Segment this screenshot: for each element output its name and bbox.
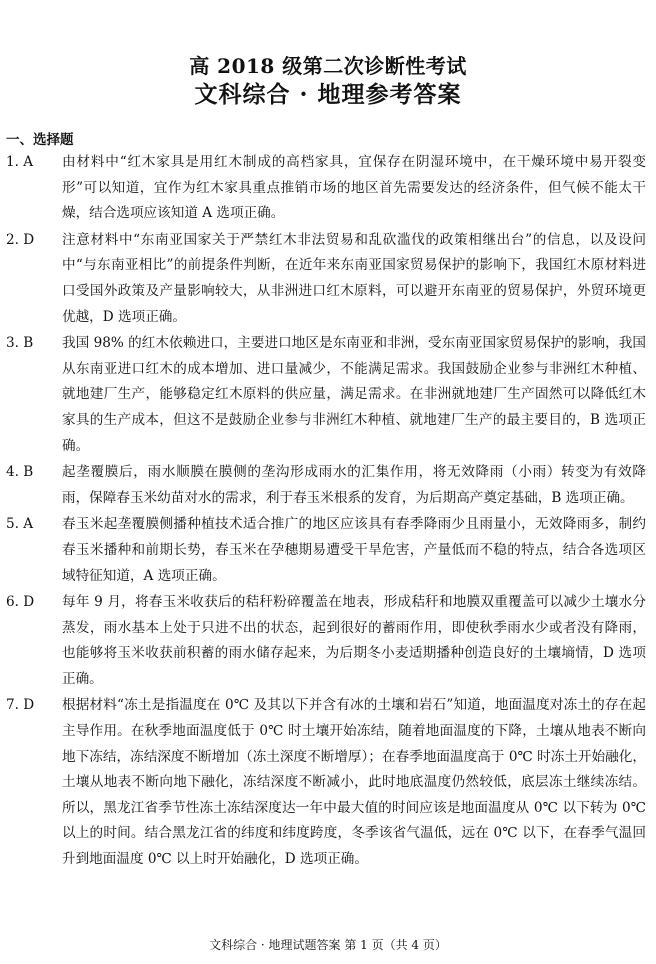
answer-key-title: 文科综合 · 地理参考答案 — [194, 81, 462, 108]
question-item-7 — [6, 693, 646, 872]
question-list — [6, 150, 646, 873]
question-explanation: 由材料中“红木家具是用红木制成的高档家具，宜保存在阴湿环境中，在干燥环境中易开裂变形”可以知道，宜作为红木家具重点推销市场的地区首先需要发达的经济条件，但气候不能太干燥，结合选项应该知道 A 选项正确。 — [62, 154, 646, 222]
question-item-1 — [6, 150, 646, 227]
page-footer: 文科综合 · 地理试题答案 第 1 页（共 4 页） — [209, 938, 447, 952]
question-explanation: 起垄覆膜后，雨水顺膜在膜侧的垄沟形成雨水的汇集作用，将无效降雨（小雨）转变为有效降雨，保障春玉米幼苗对水的需求，利于春玉米根系的发育，为后期高产奠定基础，B 选项正确。 — [62, 464, 646, 506]
exam-title: 高 2018 级第二次诊断性考试 — [189, 54, 467, 78]
question-number: 3. B — [6, 335, 34, 352]
question-explanation: 春玉米起垄覆膜侧播种植技术适合推广的地区应该具有春季降雨少且雨量小，无效降雨多，制约春玉米播种和前期长势，春玉米在孕穗期易遭受干旱危害，产量低而不稳的特点，结合各选项区域特征知道，A 选项正确。 — [62, 516, 646, 584]
question-item-3 — [6, 331, 646, 459]
question-number: 4. B — [6, 464, 34, 481]
question-number: 6. D — [6, 594, 35, 611]
question-explanation: 注意材料中“东南亚国家关于严禁红木非法贸易和乱砍滥伐的政策相继出台”的信息，以及设问中“与东南亚相比”的前提条件判断，在近年来东南亚国家贸易保护的影响下，我国红木原材料进口受国外政策及产量影响较大，从非洲进口红木原料，可以避开东南亚的贸易保护，外贸环境更优越，D 选项正确。 — [62, 231, 646, 325]
question-number: 2. D — [6, 231, 35, 248]
question-number: 1. A — [6, 154, 34, 170]
question-number: 7. D — [6, 697, 35, 714]
question-item-5 — [6, 512, 646, 589]
question-number: 5. A — [6, 516, 34, 533]
question-item-2 — [6, 228, 646, 330]
question-explanation: 根据材料“冻土是指温度在 0℃ 及其以下并含有冰的土壤和岩石”知道，地面温度对冻土的存在起主导作用。在秋季地面温度低于 0℃ 时土壤开始冻结，随着地面温度的下降，土壤从地表不断向地下冻结，冻结深度不断增加（冻土深度不断增厚）；在春季地面温度高于 0℃ 时冻土开始融化，土壤从地表不断向地下融化，冻结深度不断减小，此时地底温度仍然较低，底层冻土继续冻结。所以，黑龙江省季节性冻土冻结深度达一年中最大值的时间应该是地面温度从 0℃ 以下转为 0℃ 以上的时间。结合黑龙江省的纬度和纬度跨度，冬季该省气温低，远在 0℃ 以下，在春季气温回升到地面温度 0℃ 以上时开始融化，D 选项正确。 — [62, 697, 646, 868]
question-item-6 — [6, 590, 646, 692]
section-heading: 一、选择题 — [6, 132, 74, 148]
question-explanation: 我国 98% 的红木依赖进口，主要进口地区是东南亚和非洲，受东南亚国家贸易保护的影响，我国从东南亚进口红木的成本增加、进口量减少，不能满足需求。我国鼓励企业参与非洲红木种植、就地建厂生产，能够稳定红木原料的供应量，满足需求。在非洲就地建厂生产固然可以降低红木家具的生产成本，但这不是鼓励企业参与非洲红木种植、就地建厂生产的最主要目的，B 选项正确。 — [62, 335, 646, 454]
question-explanation: 每年 9 月，将春玉米收获后的秸秆粉碎覆盖在地表，形成秸秆和地膜双重覆盖可以减少土壤水分蒸发，雨水基本上处于只进不出的状态，起到很好的蓄雨作用，即使秋季雨水少或者没有降雨，也能够将玉米收获前积蓄的雨水储存起来，为后期冬小麦适期播种创造良好的土壤墒情，D 选项正确。 — [62, 594, 646, 687]
question-item-4 — [6, 460, 646, 511]
